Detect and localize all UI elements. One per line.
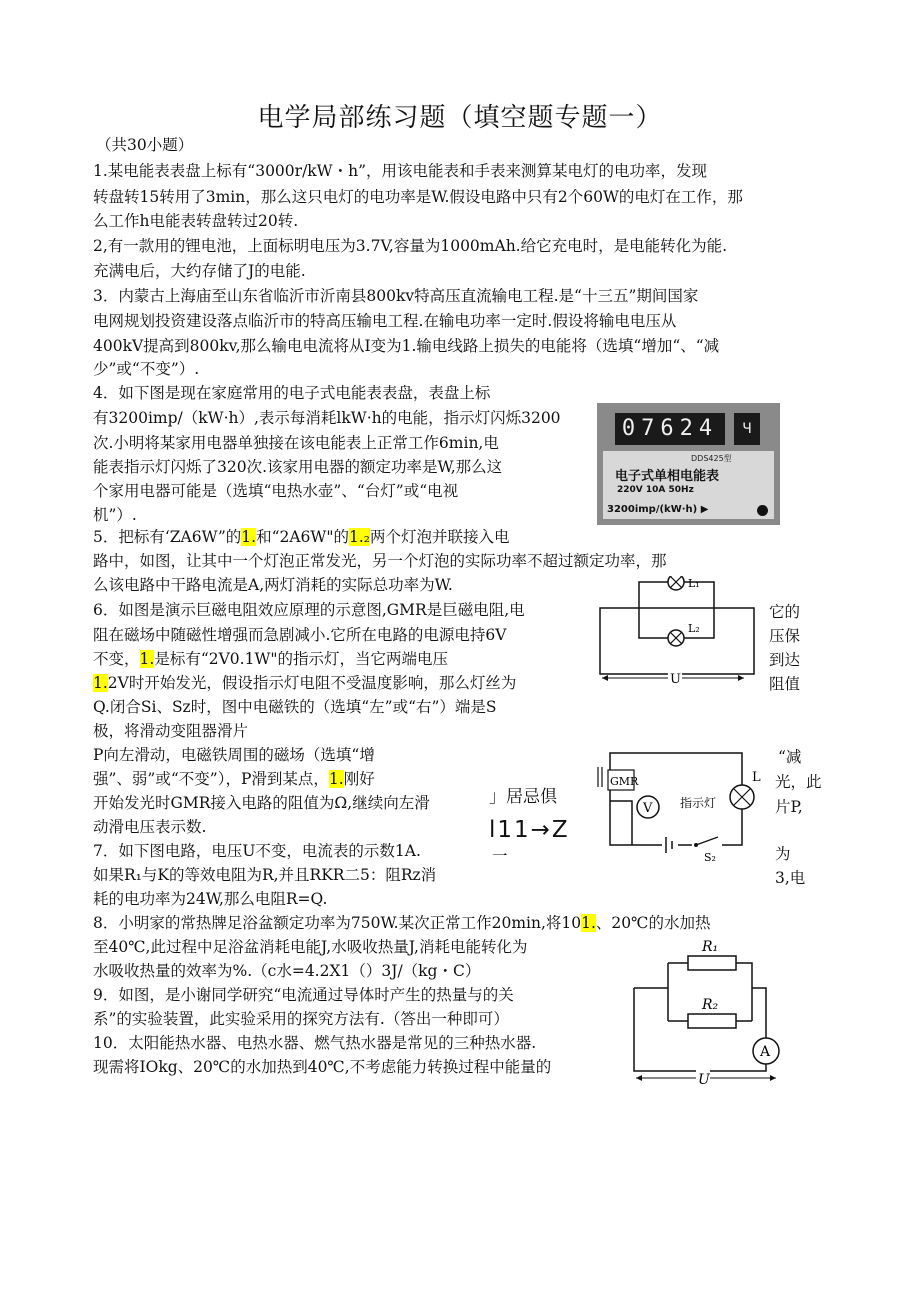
meter-name: 电子式单相电能表 bbox=[615, 469, 720, 484]
q4-line2: 有3200imp/（kW·h）,表示每消耗lkW·h的电能，指示灯闪烁3200 bbox=[93, 409, 561, 427]
lamp-l-label: L bbox=[752, 770, 761, 785]
q4-line3: 次.小明将某家用电器单独接在该电能表上正常工作6min,电 bbox=[93, 434, 499, 452]
lamp-icon bbox=[668, 576, 684, 590]
side-fragment: 3,电 bbox=[775, 869, 806, 887]
highlight-mark: 1. bbox=[581, 914, 596, 932]
side-fragment: 它的 bbox=[769, 603, 801, 621]
q6-line2: 阻在磁场中随磁性增强而急剧减小.它所在电路的电源电持6V bbox=[93, 626, 507, 644]
q6-line5: Q.闭合Si、Sz时，图中电磁铁的（选填“左”或“右”）端是S bbox=[93, 698, 497, 716]
meter-imp: 3200imp/(kW·h) ▶ bbox=[607, 504, 709, 515]
q6-line4 bbox=[93, 671, 516, 695]
q4-line4: 能表指示灯闪烁了320次.该家用电器的额定功率是W,那么这 bbox=[93, 458, 503, 476]
q5-line2: 路中，如图，让其中一个灯泡正常发光，另一个灯泡的实际功率不超过额定功率，那 bbox=[93, 552, 667, 570]
q6-line9: 开始发光时GMR接入电路的阻值为Ω,继续向左滑 bbox=[93, 794, 430, 812]
q3-line2: 电网规划投资建设落点临沂市的特高压输电工程.在输电功率一定时.假设将输电电压从 bbox=[93, 312, 677, 330]
r2-label: R₂ bbox=[702, 997, 719, 1013]
q3-line4: 少”或“不变”）. bbox=[93, 360, 200, 378]
meter-spec: 220V 10A 50Hz bbox=[617, 485, 694, 495]
q4-line5: 个家用电器可能是（选填“电热水壶”、“台灯”或“电视 bbox=[93, 482, 459, 500]
q7-line2: 如果R₁与K的等效电阻为R,并且RKR二5：阻Rz消 bbox=[93, 866, 437, 884]
side-fragment: 压保 bbox=[769, 627, 801, 645]
meter-photo bbox=[597, 403, 780, 525]
q6-text-a: 不变， bbox=[93, 650, 140, 668]
q8-text-b: 、20℃的水加热 bbox=[595, 914, 711, 932]
side-fragment: 一 bbox=[492, 847, 508, 865]
meter-digits: 07624 bbox=[615, 413, 725, 445]
q8-line3: 水吸收热量的效率为%.（c水=4.2X1（）3J/（kg・C） bbox=[93, 962, 481, 980]
side-fragment: 为 bbox=[775, 845, 791, 863]
q1-line2: 转盘转15转用了3min，那么这只电灯的电功率是W.假设电路中只有2个60W的电灯在工作，那 bbox=[93, 188, 743, 206]
q6-line6: 极，将滑动变阻器滑片 bbox=[93, 722, 249, 740]
voltage-label: U bbox=[670, 672, 681, 687]
q1-line3: 么工作h电能表转盘转过20转. bbox=[93, 212, 299, 230]
q10-line2: 现需将IOkg、20℃的水加热到40℃,不考虑能力转换过程中能量的 bbox=[93, 1058, 552, 1076]
q4-line1: 4．如下图是现在家庭常用的电子式电能表表盘，表盘上标 bbox=[93, 384, 491, 402]
q6-text-e: 刚好 bbox=[343, 770, 375, 788]
r1-label: R₁ bbox=[702, 939, 719, 955]
q9-line1: 9．如图，是小谢同学研究“电流通过导体时产生的热量与的关 bbox=[93, 986, 514, 1004]
q5-text-a: 5．把标有‘ZA6W”的 bbox=[93, 528, 242, 546]
q8-text-a: 8．小明家的常热牌足浴盆额定功率为750W.某次正常工作20min,将10 bbox=[93, 914, 582, 932]
q3-line1: 3．内蒙古上海庙至山东省临沂市沂南县800kv特高压直流输电工程.是“十三五”期间国家 bbox=[93, 287, 699, 305]
q9-line2: 系”的实验装置，此实验采用的探究方法有.（答出一种即可） bbox=[93, 1010, 509, 1028]
q3-line3: 400kV提高到800kv,那么输电电流将从I变为1.输电线路上损失的电能将（选填“增加“、“减 bbox=[93, 337, 720, 355]
resistor-r2 bbox=[688, 1014, 736, 1028]
lamp1-label: L₁ bbox=[688, 577, 700, 590]
q7-line3: 耗的电功率为24W,那么电阻R=Q. bbox=[93, 890, 328, 908]
voltmeter-icon bbox=[637, 796, 659, 818]
parallel-lamp-circuit-diagram bbox=[594, 576, 764, 690]
q5-line1 bbox=[93, 525, 510, 549]
switch-icon bbox=[692, 837, 722, 851]
side-fragment: 到达 bbox=[769, 651, 801, 669]
q6-line3 bbox=[93, 647, 448, 671]
q6-text-b: 是标有“2V0.1W"的指示灯，当它两端电压 bbox=[154, 650, 449, 668]
highlight-mark: 1.₂ bbox=[348, 528, 370, 546]
side-fragment: 光，此 bbox=[775, 773, 822, 791]
q6-line1: 6．如图是演示巨磁电阻效应原理的示意图,GMR是巨磁电阻,电 bbox=[93, 601, 525, 619]
q2-line1: 2,有一款用的锂电池，上面标明电压为3.7V,容量为1000mAh.给它充电时，是电能转化为能. bbox=[93, 237, 728, 255]
q6-line8 bbox=[93, 767, 375, 791]
ammeter-icon bbox=[753, 1038, 779, 1064]
q6-line7: P向左滑动，电磁铁周围的磁场（选填“增 bbox=[93, 746, 375, 764]
q4-line6: 机”）. bbox=[93, 506, 137, 524]
lamp-icon bbox=[668, 630, 684, 646]
svg-text:V: V bbox=[643, 801, 653, 816]
q6-line10: 动滑电压表示数. bbox=[93, 818, 207, 836]
highlight-mark: 1. bbox=[93, 674, 108, 692]
resistor-r1 bbox=[688, 956, 736, 970]
lamp-icon bbox=[730, 785, 754, 809]
q5-line3: 么该电路中干路电流是A,两灯消耗的实际总功率为W. bbox=[93, 576, 453, 594]
q5-text-b: 和“2A6W"的 bbox=[256, 528, 349, 546]
question-count: （共30小题） bbox=[96, 136, 194, 154]
indicator-light-icon bbox=[757, 505, 768, 516]
q2-line2: 充满电后，大约存储了J的电能. bbox=[93, 262, 306, 280]
side-fragment: 片P, bbox=[775, 798, 803, 816]
q6-text-c: 2V时开始发光，假设指示灯电阻不受温度影响，那么灯丝为 bbox=[107, 674, 517, 692]
side-fragment: 」居忌倶 bbox=[489, 787, 557, 807]
page-title: 电学局部练习题（填空题专题一） bbox=[257, 103, 663, 133]
meter-unit: Ч bbox=[734, 413, 760, 445]
side-fragment: l11→Z bbox=[489, 817, 570, 843]
highlight-mark: 1. bbox=[139, 650, 155, 668]
q8-line1 bbox=[93, 911, 710, 935]
q1-line1: 1.某电能表表盘上标有“3000r/kW・h”，用该电能表和手表来测算某电灯的电功率，发现 bbox=[93, 162, 708, 180]
resistor-ammeter-circuit-diagram bbox=[626, 935, 794, 1085]
gmr-label: GMR bbox=[610, 775, 639, 788]
svg-text:A: A bbox=[760, 1044, 771, 1060]
q6-text-d: 强”、弱”或“不变”），P滑到某点， bbox=[93, 770, 329, 788]
q10-line1: 10．太阳能热水器、电热水器、燃气热水器是常见的三种热水器. bbox=[93, 1034, 537, 1052]
highlight-mark: 1. bbox=[241, 528, 257, 546]
switch-label: S₂ bbox=[704, 851, 716, 863]
side-fragment: 阻值 bbox=[769, 675, 801, 693]
q7-line1: 7．如下图电路，电压U不变，电流表的示数1A. bbox=[93, 842, 421, 860]
q8-line2: 至40℃,此过程中足浴盆消耗电能J,水吸收热量J,消耗电能转化为 bbox=[93, 938, 528, 956]
voltage-label: U bbox=[698, 1072, 710, 1085]
side-fragment: “减 bbox=[778, 748, 802, 766]
highlight-mark: 1. bbox=[328, 770, 344, 788]
lamp2-label: L₂ bbox=[688, 622, 700, 635]
q5-text-c: 两个灯泡并联接入电 bbox=[369, 528, 510, 546]
meter-model: DDS425型 bbox=[691, 454, 732, 463]
indicator-lamp-label: 指示灯 bbox=[680, 796, 717, 810]
gmr-circuit-diagram bbox=[592, 745, 770, 863]
